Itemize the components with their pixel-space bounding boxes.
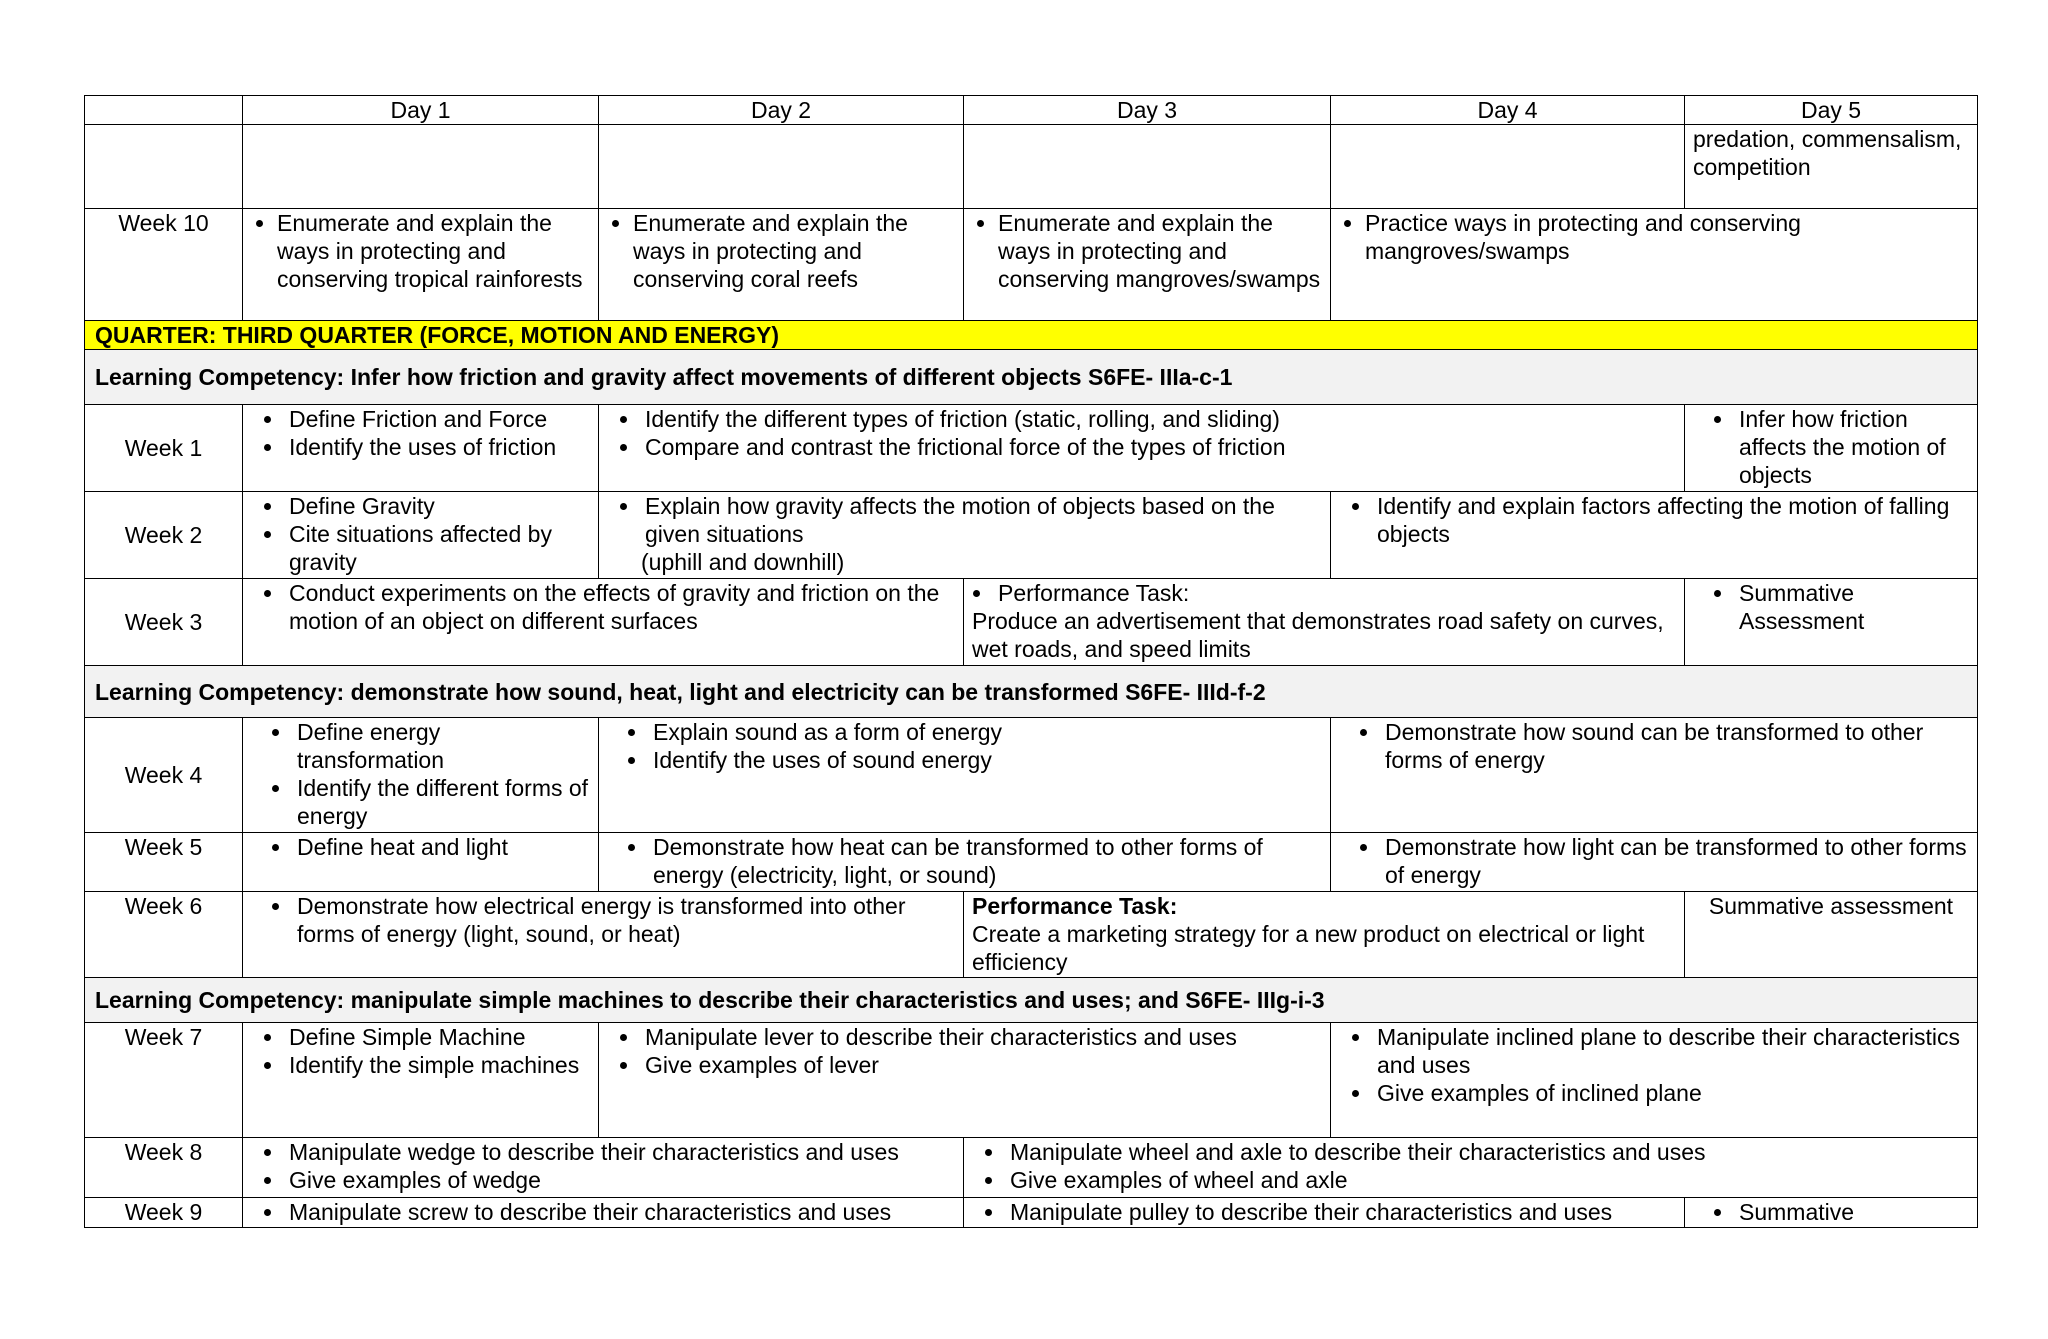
performance-task: Produce an advertisement that demonstrates road safety on curves, wet roads, and speed limits [972, 608, 1664, 662]
objective: • Define Friction and Force [285, 405, 590, 433]
objective: • Manipulate wedge to describe their characteristics and uses [285, 1138, 955, 1166]
objective: • Summative Assessment [1735, 579, 1969, 635]
performance-task: Create a marketing strategy for a new product on electrical or light efficiency [972, 921, 1645, 975]
objective: • Infer how friction affects the motion of objects [1735, 405, 1969, 489]
table-row-week-3 [85, 579, 1978, 666]
header-corner [85, 96, 243, 125]
competency-row-2 [85, 666, 1978, 718]
week-label: Week 7 [85, 1023, 243, 1138]
competency-row-1 [85, 350, 1978, 405]
header-day-2: Day 2 [599, 96, 964, 125]
objective: • Practice ways in protecting and conserving mangroves/swamps [1365, 209, 1969, 265]
table-row-week-6 [85, 892, 1978, 978]
performance-task-label: Performance Task: [972, 893, 1178, 919]
table-row-week-1 [85, 405, 1978, 492]
quarter-banner-row [85, 321, 1978, 350]
objective: • Demonstrate how electrical energy is transformed into other forms of energy (light, sound, or heat) [293, 892, 955, 948]
header-row [85, 96, 1978, 125]
table-row-week-7 [85, 1023, 1978, 1138]
objective: • Enumerate and explain the ways in protecting and conserving tropical rainforests [277, 209, 590, 293]
objective: • Identify the different types of friction (static, rolling, and sliding) [641, 405, 1676, 433]
table-row-week-4 [85, 718, 1978, 833]
learning-competency: Learning Competency: manipulate simple machines to describe their characteristics and uses; and S6FE- IIIg-i-3 [85, 978, 1978, 1023]
objective: • Define Simple Machine [285, 1023, 590, 1051]
summative-cell: Summative assessment [1685, 892, 1978, 978]
quarter-banner: QUARTER: THIRD QUARTER (FORCE, MOTION AND ENERGY) [85, 321, 1978, 350]
objective: • Manipulate pulley to describe their characteristics and uses [1006, 1198, 1676, 1226]
objective: • Explain sound as a form of energy [649, 718, 1322, 746]
objective: • Define Gravity [285, 492, 590, 520]
objective-note: (uphill and downhill) [641, 549, 845, 575]
objective: • Give examples of wheel and axle [1006, 1166, 1969, 1194]
objective: • Identify the uses of friction [285, 433, 590, 461]
objective: • Manipulate lever to describe their characteristics and uses [641, 1023, 1322, 1051]
objective: • Give examples of wedge [285, 1166, 955, 1194]
table-row-week-8 [85, 1138, 1978, 1198]
curriculum-table [84, 95, 1977, 1228]
week-label: Week 9 [85, 1198, 243, 1228]
objective: • Demonstrate how light can be transformed to other forms of energy [1381, 833, 1969, 889]
competency-row-3 [85, 978, 1978, 1023]
table-row-week-10 [85, 209, 1978, 321]
continuation-row [85, 125, 1978, 209]
table-row-week-5 [85, 833, 1978, 892]
objective: • Demonstrate how heat can be transformed to other forms of energy (electricity, light, or sound) [649, 833, 1322, 889]
objective: • Manipulate wheel and axle to describe their characteristics and uses [1006, 1138, 1969, 1166]
objective: • Define energy transformation [293, 718, 590, 774]
week-label: Week 8 [85, 1138, 243, 1198]
learning-competency: Learning Competency: Infer how friction and gravity affect movements of different objects S6FE- IIIa-c-1 [85, 350, 1978, 405]
learning-competency: Learning Competency: demonstrate how sound, heat, light and electricity can be transformed S6FE- IIId-f-2 [85, 666, 1978, 718]
objective: • Conduct experiments on the effects of gravity and friction on the motion of an object on different surfaces [285, 579, 955, 635]
performance-task-label: • Performance Task: [994, 579, 1676, 607]
objective: • Give examples of lever [641, 1051, 1322, 1079]
objective: • Cite situations affected by gravity [285, 520, 590, 576]
objective: • Identify the different forms of energy [293, 774, 590, 830]
week-label: Week 3 [85, 579, 243, 666]
header-day-4: Day 4 [1331, 96, 1685, 125]
objective: • Identify and explain factors affecting the motion of falling objects [1373, 492, 1969, 548]
objective: • Identify the simple machines [285, 1051, 590, 1079]
objective: • Enumerate and explain the ways in protecting and conserving mangroves/swamps [998, 209, 1322, 293]
objective: • Manipulate screw to describe their characteristics and uses [285, 1198, 955, 1226]
objective: • Give examples of inclined plane [1373, 1079, 1969, 1107]
week-label: Week 1 [85, 405, 243, 492]
table-row-week-2 [85, 492, 1978, 579]
objective: • Manipulate inclined plane to describe their characteristics and uses [1373, 1023, 1969, 1079]
week-label: Week 2 [85, 492, 243, 579]
lesson-plan-table [84, 95, 1978, 1228]
week-label: Week 4 [85, 718, 243, 833]
objective: • Identify the uses of sound energy [649, 746, 1322, 774]
objective: • Enumerate and explain the ways in protecting and conserving coral reefs [633, 209, 955, 293]
objective: • Define heat and light [293, 833, 590, 861]
header-day-5: Day 5 [1685, 96, 1978, 125]
week-label: Week 10 [85, 209, 243, 321]
header-day-3: Day 3 [964, 96, 1331, 125]
week-label: Week 6 [85, 892, 243, 978]
header-day-1: Day 1 [243, 96, 599, 125]
continuation-day-5: predation, commensalism, competition [1685, 125, 1978, 209]
objective: • Compare and contrast the frictional force of the types of friction [641, 433, 1676, 461]
week-label: Week 5 [85, 833, 243, 892]
objective: • Summative [1735, 1198, 1969, 1226]
table-row-week-9 [85, 1198, 1978, 1228]
objective: • Demonstrate how sound can be transformed to other forms of energy [1381, 718, 1969, 774]
objective: • Explain how gravity affects the motion of objects based on the given situations [641, 492, 1322, 548]
